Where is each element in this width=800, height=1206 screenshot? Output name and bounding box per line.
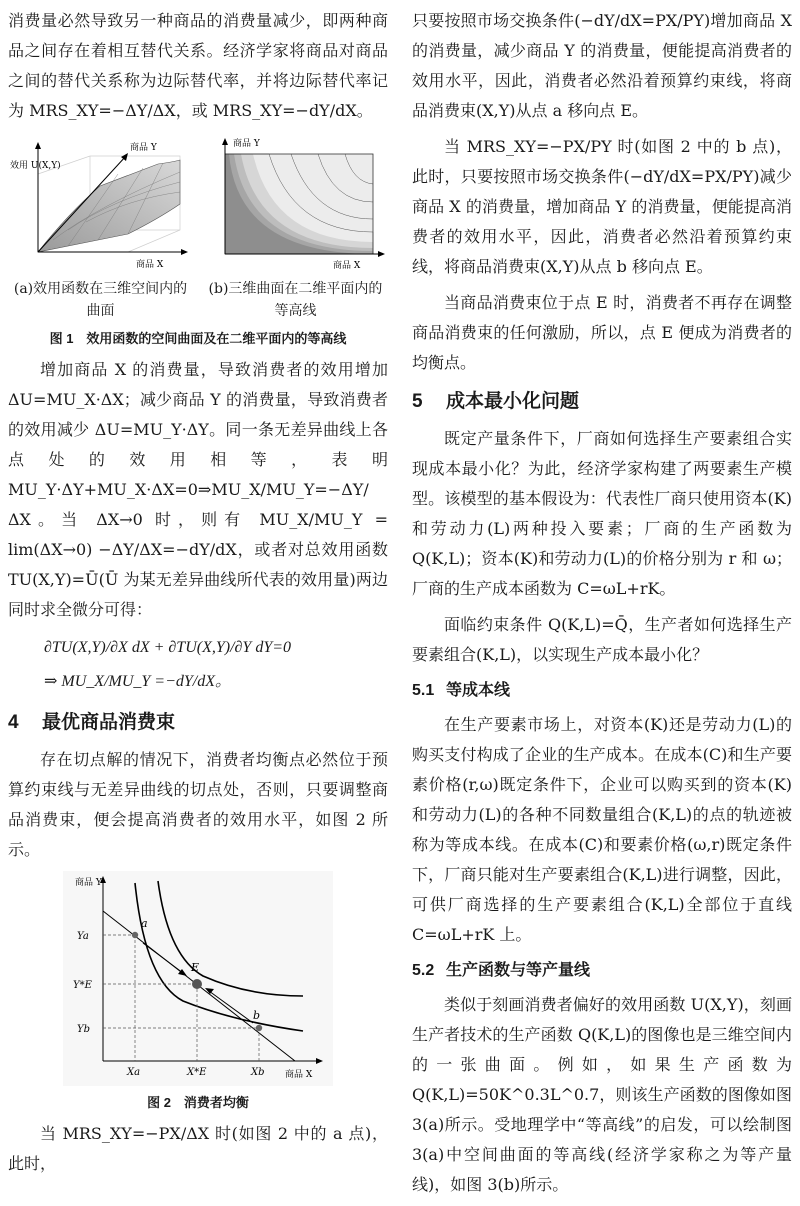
paragraph-marginal-utility: 增加商品 X 的消费量，导致消费者的效用增加 ΔU=MU_X·ΔX；减少商品 Y 的消费量，导致消费者的效用减少 ΔU=MU_Y·ΔY。同一条无差异曲线上各点处的效用相等，表明 MU_Y·ΔY+MU_X·ΔX=0⇒MU_X/MU_Y=−ΔY/ΔX。当 ΔX→0 时，则有 MU_X/MU_Y = lim(ΔX→0) −ΔY/ΔX=−dY/dX，或者对总效用函数 TU(X,Y)=Ū(Ū 为某无差异曲线所代表的效用量)两边同时求全微分可得： bbox=[8, 360, 388, 619]
section-title: 最优商品消费束 bbox=[42, 712, 176, 733]
paragraph-production-function: 类似于刻画消费者偏好的效用函数 U(X,Y)，刻画生产者技术的生产函数 Q(K,L)的图像也是三维空间内的一张曲面。例如，如果生产函数为 Q(K,L)=50K^0.3L^0.7，则该生产函数的图像如图 3(a)所示。受地理学中“等高线”的启发，可以绘制图 3(a)中空间曲面的等高线(经济学家称之为等产量线)，如图 3(b)所示。 bbox=[412, 995, 792, 1194]
paragraph-move-a-to-e: 只要按照市场交换条件(−dY/dX=PX/PY)增加商品 X 的消费量，减少商品 Y 的消费量，便能提高消费者的效用水平，因此，消费者必然沿着预算约束线，将商品消费束(X,Y)从点 a 移向点 E。 bbox=[412, 11, 792, 120]
paragraph-point-a: 当 MRS_XY=−PX/ΔX 时(如图 2 中的 a 点)，此时， bbox=[8, 1124, 388, 1173]
section-5-1-heading bbox=[412, 676, 792, 706]
tick-yb: Yb bbox=[77, 1024, 91, 1035]
figure-1a-caption: (a)效用函数在三维空间内的曲面 bbox=[13, 281, 188, 319]
section-title: 等成本线 bbox=[446, 682, 511, 699]
figure-1b bbox=[203, 134, 388, 322]
axis-label-x: 商品 X bbox=[136, 260, 164, 270]
tick-ya: Ya bbox=[77, 931, 89, 942]
paragraph-cost-model: 既定产量条件下，厂商如何选择生产要素组合实现成本最小化？为此，经济学家构建了两要素生产模型。该模型的基本假设为：代表性厂商只使用资本(K)和劳动力(L)两种投入要素；厂商的生产函数为 Q(K,L)；资本(K)和劳动力(L)的价格分别为 r 和 ω；厂商的生产成本函数为 C=ωL+rK。 bbox=[412, 429, 792, 598]
axis-label-y: 商品 Y bbox=[233, 139, 260, 149]
section-5-2-heading bbox=[412, 956, 792, 986]
paragraph-constraint: 面临约束条件 Q(K,L)=Q̄，生产者如何选择生产要素组合(K,L)，以实现生产成本最小化？ bbox=[412, 615, 792, 664]
section-number: 5 bbox=[412, 391, 423, 412]
right-column bbox=[412, 6, 792, 1206]
point-e-label: E bbox=[191, 961, 200, 974]
axis-label-x: 商品 X bbox=[333, 261, 361, 271]
section-number: 5.1 bbox=[412, 682, 435, 699]
section-4-heading bbox=[8, 705, 388, 741]
paragraph-point-b: 当 MRS_XY=−PX/PY 时(如图 2 中的 b 点)，此时，只要按照市场交换条件(−dY/dX=PX/PY)减少商品 X 的消费量，增加商品 Y 的消费量，便能提高消费者的效用水平，因此，消费者必然沿着预算约束线，将商品消费束(X,Y)从点 b 移向点 E。 bbox=[412, 137, 792, 276]
figure-1a bbox=[8, 134, 193, 322]
figure-1 bbox=[8, 134, 388, 322]
contour-plot bbox=[203, 134, 388, 274]
section-number: 5.2 bbox=[412, 962, 435, 979]
left-column bbox=[8, 6, 388, 1185]
tick-ye: Y*E bbox=[73, 980, 92, 991]
equation-total-differential: ∂TU(X,Y)/∂X dX + ∂TU(X,Y)/∂Y dY=0 bbox=[44, 639, 292, 656]
figure-1b-caption: (b)三维曲面在二维平面内的等高线 bbox=[208, 281, 383, 319]
tick-xb: Xb bbox=[251, 1067, 265, 1078]
paragraph-isocost: 在生产要素市场上，对资本(K)还是劳动力(L)的购买支付构成了企业的生产成本。在成本(C)和生产要素价格(r,ω)既定条件下，企业可以购买到的资本(K)和劳动力(L)的各种不同数量组合(K,L)的点的轨迹被称为等成本线。在成本(C)和要素价格(ω,r)既定条件下，厂商只能对生产要素组合(K,L)进行调整，因此，可供厂商选择的生产要素组合(K,L)全部位于直线 C=ωL+rK 上。 bbox=[412, 715, 792, 944]
paragraph-mrs-definition: 消费量必然导致另一种商品的消费量减少，即两种商品之间存在着相互替代关系。经济学家将商品对商品之间的替代关系称为边际替代率，并将边际替代率记为 MRS_XY=−ΔY/ΔX，或 MRS_XY=−dY/dX。 bbox=[8, 11, 388, 120]
figure-1-caption: 图 1 效用函数的空间曲面及在二维平面内的等高线 bbox=[49, 331, 347, 346]
axis-label-z: 效用 U(X,Y) bbox=[10, 161, 61, 171]
fig2-y-axis-label: 商品 Y bbox=[75, 878, 102, 888]
figure-2-caption: 图 2 消费者均衡 bbox=[147, 1095, 249, 1110]
paragraph-equilibrium: 存在切点解的情况下，消费者均衡点必然位于预算约束线与无差异曲线的切点处，否则，只要调整商品消费束，便会提高消费者的效用水平，如图 2 所示。 bbox=[8, 750, 388, 859]
paragraph-equilibrium-point: 当商品消费束位于点 E 时，消费者不再存在调整商品消费束的任何激励，所以，点 E 便成为消费者的均衡点。 bbox=[412, 293, 792, 372]
section-5-heading bbox=[412, 384, 792, 420]
point-a-label: a bbox=[141, 917, 148, 930]
section-number: 4 bbox=[8, 712, 19, 733]
section-title: 生产函数与等产量线 bbox=[446, 962, 591, 979]
consumer-equilibrium-chart bbox=[63, 871, 333, 1086]
equation-mrs-result: ⇒ MU_X/MU_Y =−dY/dX。 bbox=[44, 673, 232, 690]
axis-label-y: 商品 Y bbox=[130, 143, 157, 153]
fig2-x-axis-label: 商品 X bbox=[285, 1070, 313, 1080]
tick-xe: X*E bbox=[187, 1067, 207, 1078]
section-title: 成本最小化问题 bbox=[446, 391, 580, 412]
point-b-label: b bbox=[253, 1009, 261, 1022]
tick-xa: Xa bbox=[127, 1067, 141, 1078]
utility-surface-plot bbox=[8, 134, 193, 274]
